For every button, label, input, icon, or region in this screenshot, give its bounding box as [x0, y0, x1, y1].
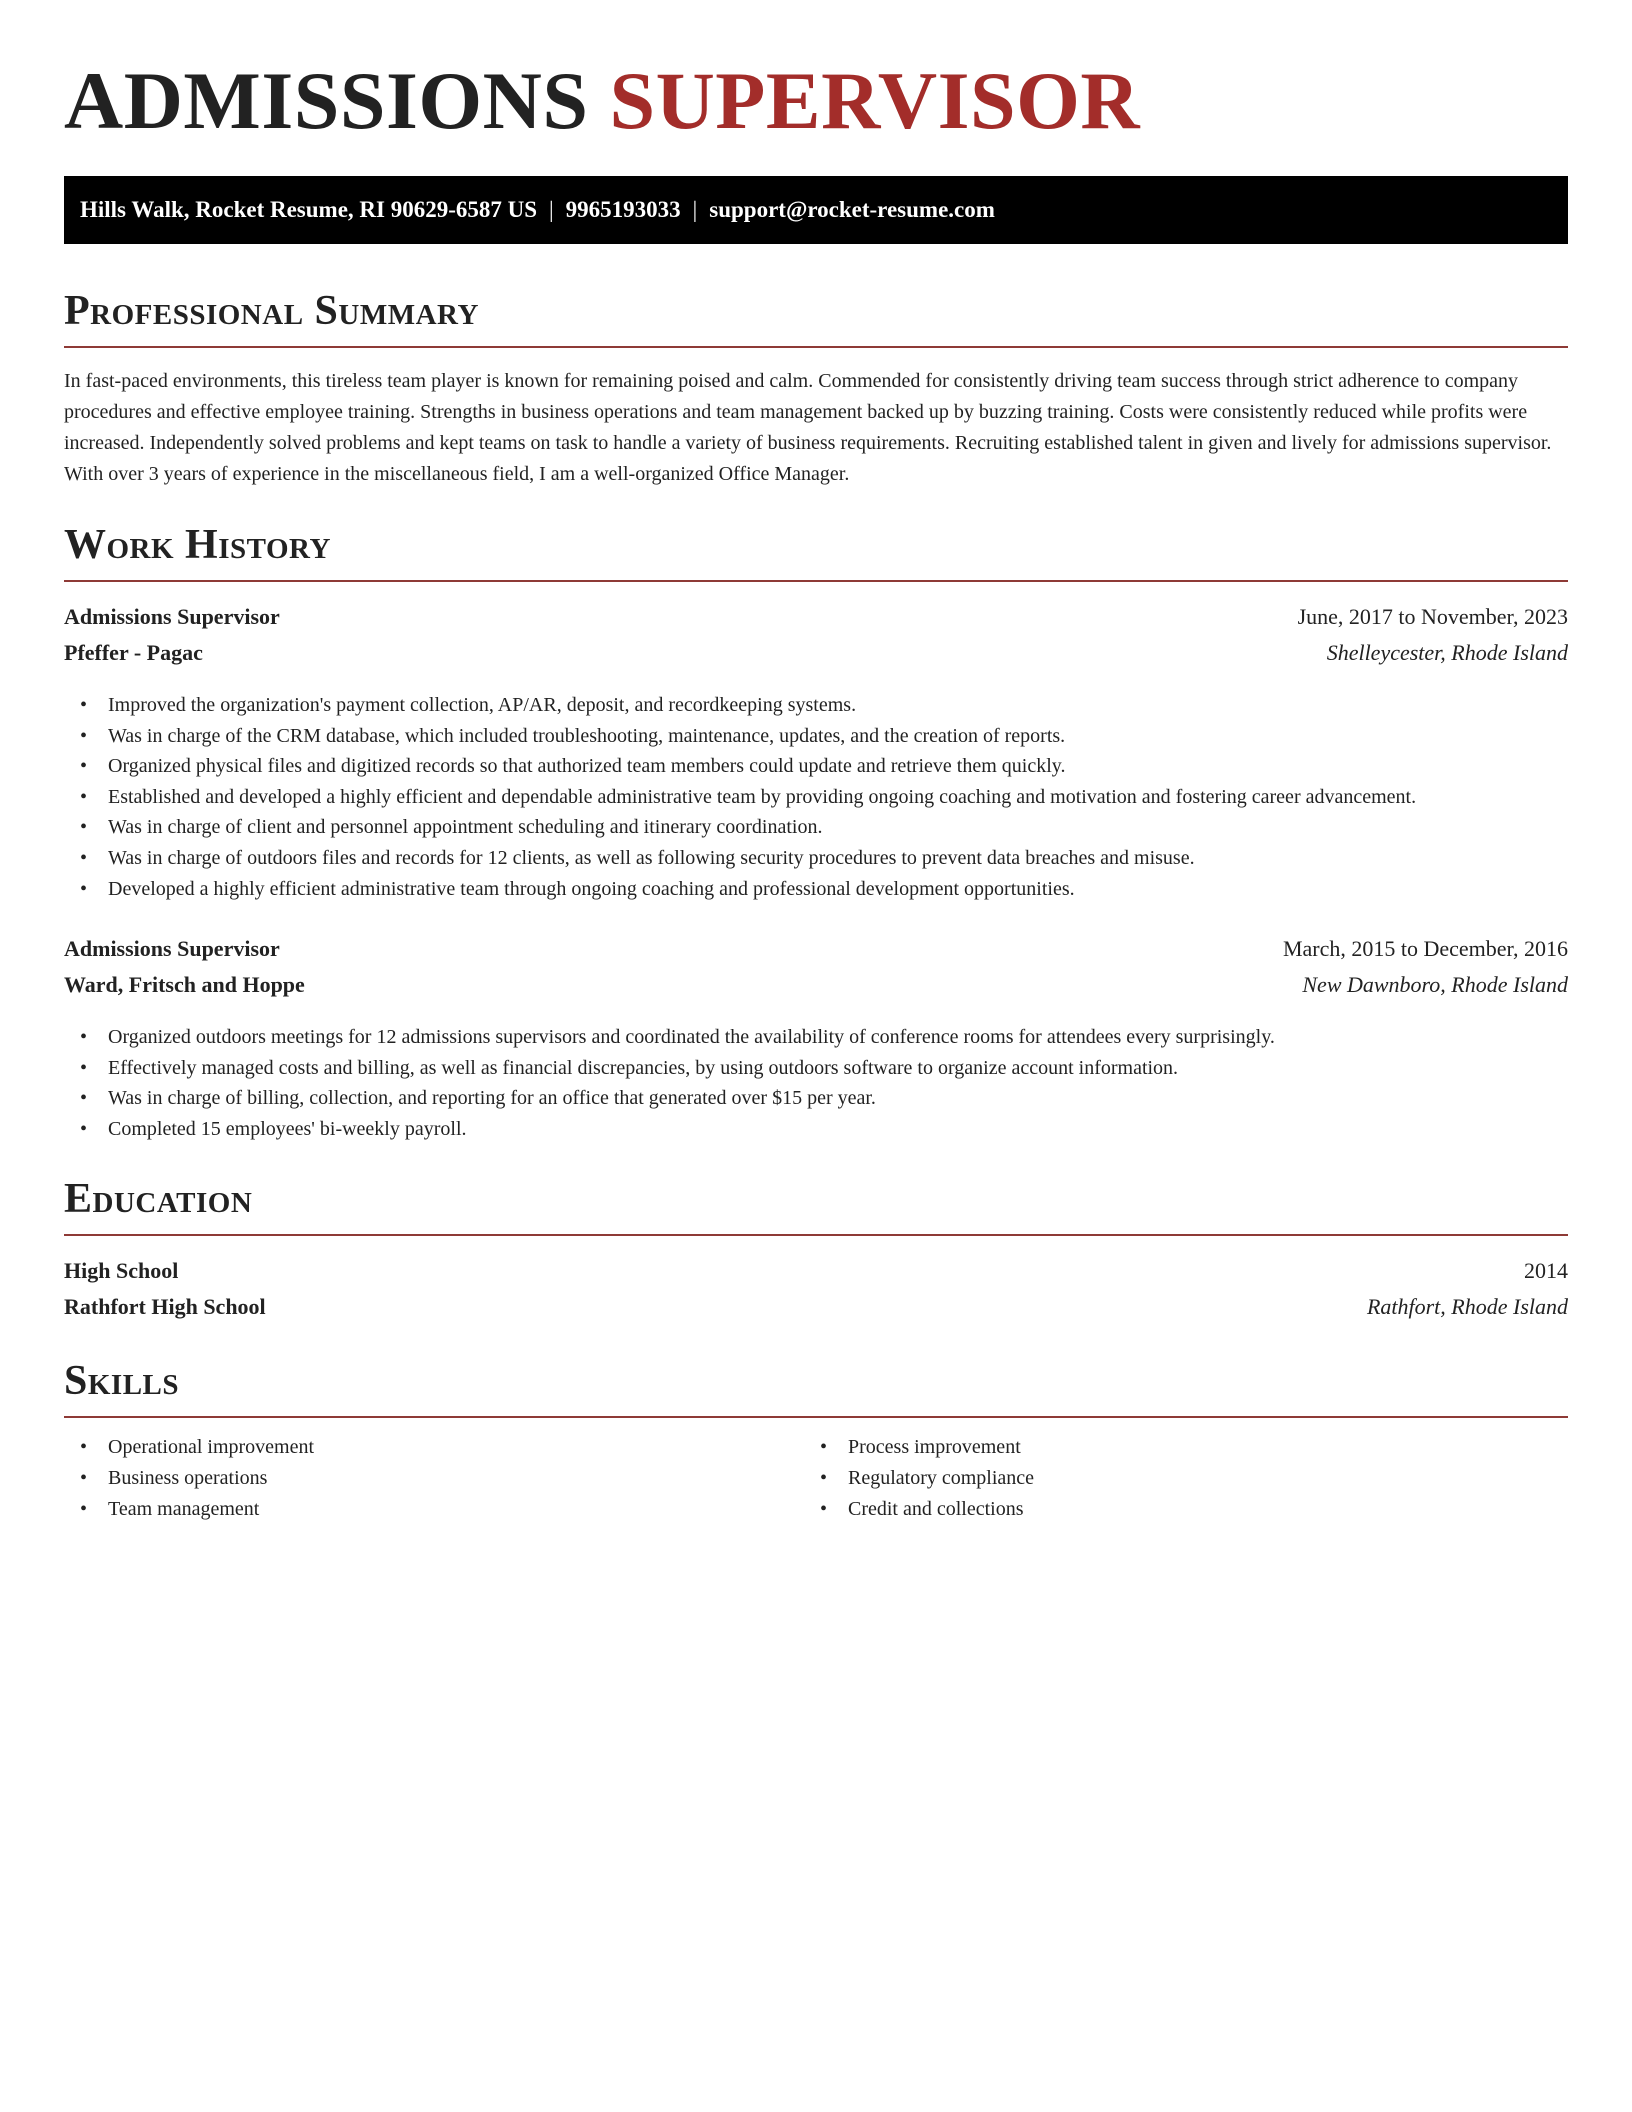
summary-section — [64, 286, 1568, 490]
section-divider — [64, 580, 1568, 582]
work-history-section — [64, 520, 1568, 582]
job-company-row — [64, 972, 1568, 1008]
skills-title: Skills — [64, 1358, 180, 1404]
education-entry — [64, 1258, 1568, 1330]
job-header-row — [64, 604, 1568, 640]
list-item: • Was in charge of outdoors files and records for 12 clients, as well as following security procedures to prevent data breaches and misuse. — [64, 843, 1568, 874]
list-item: • Was in charge of the CRM database, which included troubleshooting, maintenance, updates, and the creation of reports. — [64, 721, 1568, 752]
list-item: • Completed 15 employees' bi-weekly payroll. — [64, 1114, 1568, 1145]
education-school-row — [64, 1294, 1568, 1330]
candidate-name — [64, 52, 1140, 150]
list-item: • Established and developed a highly efficient and dependable administrative team by providing ongoing coaching and motivation and fostering career advancement. — [64, 782, 1568, 813]
education-school: Rathfort High School — [64, 1294, 266, 1319]
section-divider — [64, 1234, 1568, 1236]
skill-item: • Team management — [64, 1494, 804, 1525]
job-dates: March, 2015 to December, 2016 — [1282, 936, 1568, 961]
job-location: Shelleycester, Rhode Island — [1326, 640, 1568, 665]
section-divider — [64, 1416, 1568, 1418]
list-item: • Was in charge of client and personnel appointment scheduling and itinerary coordination. — [64, 812, 1568, 843]
list-item: • Developed a highly efficient administrative team through ongoing coaching and professional development opportunities. — [64, 874, 1568, 905]
education-section — [64, 1174, 1568, 1236]
job-company: Pfeffer - Pagac — [64, 640, 203, 665]
education-location: Rathfort, Rhode Island — [1366, 1294, 1568, 1319]
job-company: Ward, Fritsch and Hoppe — [64, 972, 305, 997]
job-bullets — [64, 1022, 1568, 1144]
list-item: • Improved the organization's payment collection, AP/AR, deposit, and recordkeeping systems. — [64, 690, 1568, 721]
list-item: • Effectively managed costs and billing, as well as financial discrepancies, by using outdoors software to organize account information. — [64, 1053, 1568, 1084]
list-item: • Organized outdoors meetings for 12 admissions supervisors and coordinated the availability of conference rooms for attendees every surprisingly. — [64, 1022, 1568, 1053]
first-name: ADMISSIONS — [64, 55, 589, 146]
job-location: New Dawnboro, Rhode Island — [1302, 972, 1568, 997]
last-name: SUPERVISOR — [609, 55, 1141, 146]
job-entry — [64, 604, 1568, 904]
skills-column-right — [804, 1432, 1544, 1525]
job-company-row — [64, 640, 1568, 676]
contact-email[interactable]: support@rocket-resume.com — [709, 197, 995, 222]
section-divider — [64, 346, 1568, 348]
education-year: 2014 — [1524, 1258, 1568, 1283]
contact-address: Hills Walk, Rocket Resume, RI 90629-6587 US — [80, 197, 538, 222]
job-position: Admissions Supervisor — [64, 604, 280, 629]
skills-column-left — [64, 1432, 804, 1525]
work-history-title: Work History — [64, 522, 331, 568]
job-header-row — [64, 936, 1568, 972]
skill-item: • Business operations — [64, 1463, 804, 1494]
skill-item: • Regulatory compliance — [804, 1463, 1544, 1494]
job-dates: June, 2017 to November, 2023 — [1297, 604, 1568, 629]
job-bullets — [64, 690, 1568, 904]
skills-list — [64, 1432, 1568, 1525]
job-position: Admissions Supervisor — [64, 936, 280, 961]
contact-phone: 9965193033 — [565, 197, 681, 222]
education-degree: High School — [64, 1258, 179, 1283]
job-entry — [64, 936, 1568, 1144]
list-item: • Was in charge of billing, collection, and reporting for an office that generated over $15 per year. — [64, 1083, 1568, 1114]
skill-item: • Process improvement — [804, 1432, 1544, 1463]
contact-separator: | — [549, 197, 554, 222]
education-title: Education — [64, 1176, 253, 1222]
education-header-row — [64, 1258, 1568, 1294]
list-item: • Organized physical files and digitized records so that authorized team members could update and retrieve them quickly. — [64, 751, 1568, 782]
contact-bar — [64, 176, 1568, 244]
skill-item: • Operational improvement — [64, 1432, 804, 1463]
skill-item: • Credit and collections — [804, 1494, 1544, 1525]
skills-section — [64, 1356, 1568, 1525]
summary-text: In fast-paced environments, this tireless team player is known for remaining poised and calm. Commended for consistently driving team success through strict adherence to company procedures and effective employee training. Strengths in business operations and team management backed up by buzzing training. Costs were consistently reduced while profits were increased. Independently solved problems and kept teams on task to handle a variety of business requirements. Recruiting established talent in given and lively for admissions supervisor. With over 3 years of experience in the miscellaneous field, I am a well-organized Office Manager. — [64, 370, 1552, 486]
summary-title: Professional Summary — [64, 288, 479, 334]
contact-separator: | — [692, 197, 698, 222]
